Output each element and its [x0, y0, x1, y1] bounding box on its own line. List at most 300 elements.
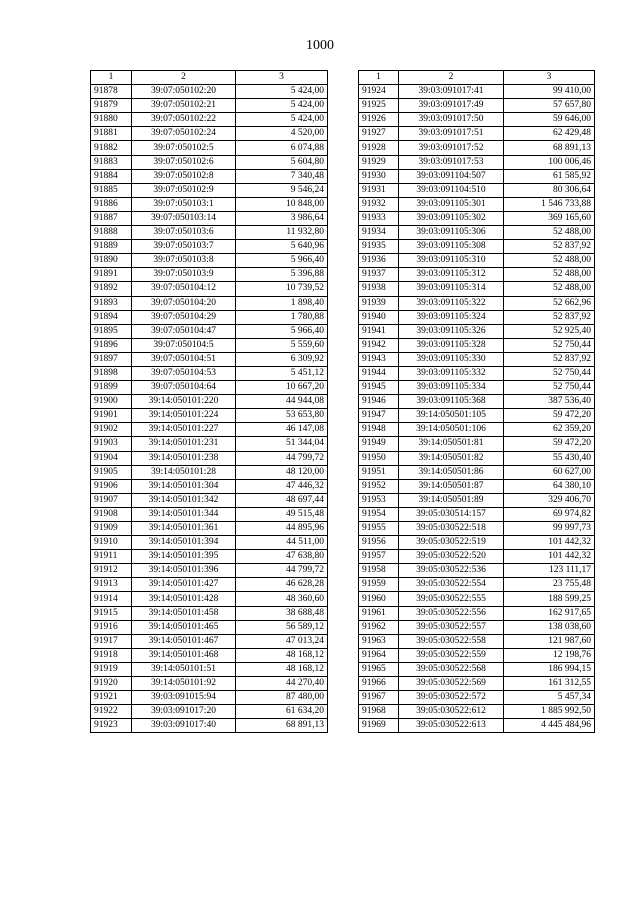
row-number-cell: 91949 — [359, 437, 399, 451]
row-number-cell: 91936 — [359, 254, 399, 268]
value-cell: 10 739,52 — [236, 282, 328, 296]
table-row — [91, 719, 328, 733]
cadastral-number-cell: 39:03:091017:52 — [399, 141, 504, 155]
table-row — [91, 366, 328, 380]
row-number-cell: 91918 — [91, 648, 132, 662]
table-row — [91, 493, 328, 507]
column-header: 3 — [236, 71, 328, 85]
cadastral-number-cell: 39:07:050104:29 — [132, 310, 236, 324]
row-number-cell: 91932 — [359, 197, 399, 211]
table-row — [91, 282, 328, 296]
value-cell: 52 925,40 — [504, 324, 595, 338]
value-cell: 47 013,24 — [236, 634, 328, 648]
value-cell: 52 750,44 — [504, 381, 595, 395]
table-row — [359, 677, 595, 691]
row-number-cell: 91959 — [359, 578, 399, 592]
value-cell: 68 891,13 — [504, 141, 595, 155]
row-number-cell: 91942 — [359, 338, 399, 352]
column-header: 1 — [359, 71, 399, 85]
table-row — [91, 409, 328, 423]
table-row — [359, 141, 595, 155]
table-row — [359, 99, 595, 113]
table-row — [91, 381, 328, 395]
row-number-cell: 91923 — [91, 719, 132, 733]
value-cell: 5 457,34 — [504, 691, 595, 705]
cadastral-number-cell: 39:14:050101:396 — [132, 564, 236, 578]
row-number-cell: 91941 — [359, 324, 399, 338]
row-number-cell: 91967 — [359, 691, 399, 705]
table-row — [359, 352, 595, 366]
row-number-cell: 91966 — [359, 677, 399, 691]
cadastral-number-cell: 39:03:091105:314 — [399, 282, 504, 296]
value-cell: 99 997,73 — [504, 522, 595, 536]
cadastral-number-cell: 39:14:050101:361 — [132, 522, 236, 536]
row-number-cell: 91928 — [359, 141, 399, 155]
value-cell: 329 406,70 — [504, 493, 595, 507]
row-number-cell: 91935 — [359, 240, 399, 254]
cadastral-number-cell: 39:07:050102:21 — [132, 99, 236, 113]
value-cell: 23 755,48 — [504, 578, 595, 592]
row-number-cell: 91904 — [91, 451, 132, 465]
cadastral-number-cell: 39:14:050101:238 — [132, 451, 236, 465]
value-cell: 52 750,44 — [504, 338, 595, 352]
table-row — [359, 634, 595, 648]
row-number-cell: 91913 — [91, 578, 132, 592]
row-number-cell: 91969 — [359, 719, 399, 733]
cadastral-number-cell: 39:05:030522:536 — [399, 564, 504, 578]
row-number-cell: 91888 — [91, 226, 132, 240]
table-row — [91, 99, 328, 113]
value-cell: 62 429,48 — [504, 127, 595, 141]
table-row — [359, 423, 595, 437]
row-number-cell: 91960 — [359, 592, 399, 606]
row-number-cell: 91945 — [359, 381, 399, 395]
row-number-cell: 91927 — [359, 127, 399, 141]
row-number-cell: 91909 — [91, 522, 132, 536]
cadastral-number-cell: 39:03:091105:310 — [399, 254, 504, 268]
cadastral-number-cell: 39:14:050501:87 — [399, 479, 504, 493]
page-number: 1000 — [306, 38, 334, 53]
value-cell: 47 638,80 — [236, 550, 328, 564]
table-header-row — [359, 71, 595, 85]
cadastral-number-cell: 39:03:091105:308 — [399, 240, 504, 254]
table-row — [359, 296, 595, 310]
value-cell: 12 198,76 — [504, 648, 595, 662]
right-data-table — [358, 70, 595, 733]
row-number-cell: 91964 — [359, 648, 399, 662]
cadastral-number-cell: 39:07:050103:8 — [132, 254, 236, 268]
table-row — [359, 592, 595, 606]
value-cell: 52 837,92 — [504, 240, 595, 254]
cadastral-number-cell: 39:14:050101:395 — [132, 550, 236, 564]
table-row — [359, 522, 595, 536]
cadastral-number-cell: 39:07:050104:5 — [132, 338, 236, 352]
table-row — [91, 226, 328, 240]
table-row — [359, 550, 595, 564]
value-cell: 59 472,20 — [504, 437, 595, 451]
table-row — [359, 113, 595, 127]
row-number-cell: 91887 — [91, 211, 132, 225]
value-cell: 5 396,88 — [236, 268, 328, 282]
cadastral-number-cell: 39:05:030522:520 — [399, 550, 504, 564]
cadastral-number-cell: 39:03:091105:322 — [399, 296, 504, 310]
row-number-cell: 91899 — [91, 381, 132, 395]
table-row — [91, 451, 328, 465]
table-row — [359, 381, 595, 395]
value-cell: 10 667,20 — [236, 381, 328, 395]
cadastral-number-cell: 39:07:050104:12 — [132, 282, 236, 296]
cadastral-number-cell: 39:14:050501:105 — [399, 409, 504, 423]
cadastral-number-cell: 39:14:050101:458 — [132, 606, 236, 620]
value-cell: 11 932,80 — [236, 226, 328, 240]
cadastral-number-cell: 39:05:030522:559 — [399, 648, 504, 662]
row-number-cell: 91907 — [91, 493, 132, 507]
row-number-cell: 91917 — [91, 634, 132, 648]
row-number-cell: 91920 — [91, 677, 132, 691]
table-row — [91, 113, 328, 127]
value-cell: 61 634,20 — [236, 705, 328, 719]
value-cell: 52 837,92 — [504, 310, 595, 324]
value-cell: 49 515,48 — [236, 507, 328, 521]
row-number-cell: 91952 — [359, 479, 399, 493]
cadastral-number-cell: 39:07:050102:24 — [132, 127, 236, 141]
value-cell: 57 657,80 — [504, 99, 595, 113]
value-cell: 101 442,32 — [504, 550, 595, 564]
table-row — [359, 395, 595, 409]
cadastral-number-cell: 39:14:050101:467 — [132, 634, 236, 648]
row-number-cell: 91963 — [359, 634, 399, 648]
cadastral-number-cell: 39:05:030514:157 — [399, 507, 504, 521]
cadastral-number-cell: 39:03:091104:510 — [399, 183, 504, 197]
value-cell: 188 599,25 — [504, 592, 595, 606]
cadastral-number-cell: 39:05:030522:569 — [399, 677, 504, 691]
row-number-cell: 91944 — [359, 366, 399, 380]
row-number-cell: 91901 — [91, 409, 132, 423]
value-cell: 53 653,80 — [236, 409, 328, 423]
cadastral-number-cell: 39:07:050103:6 — [132, 226, 236, 240]
row-number-cell: 91929 — [359, 155, 399, 169]
table-row — [91, 634, 328, 648]
cadastral-number-cell: 39:07:050102:9 — [132, 183, 236, 197]
table-row — [359, 451, 595, 465]
table-row — [91, 183, 328, 197]
table-row — [91, 324, 328, 338]
table-row — [359, 127, 595, 141]
cadastral-number-cell: 39:07:050102:6 — [132, 155, 236, 169]
table-row — [91, 705, 328, 719]
table-row — [359, 437, 595, 451]
cadastral-number-cell: 39:05:030522:558 — [399, 634, 504, 648]
row-number-cell: 91958 — [359, 564, 399, 578]
row-number-cell: 91910 — [91, 536, 132, 550]
table-row — [359, 85, 595, 99]
value-cell: 56 589,12 — [236, 620, 328, 634]
cadastral-number-cell: 39:14:050101:428 — [132, 592, 236, 606]
cadastral-number-cell: 39:07:050104:53 — [132, 366, 236, 380]
row-number-cell: 91965 — [359, 662, 399, 676]
value-cell: 48 697,44 — [236, 493, 328, 507]
row-number-cell: 91924 — [359, 85, 399, 99]
row-number-cell: 91914 — [91, 592, 132, 606]
row-number-cell: 91948 — [359, 423, 399, 437]
cadastral-number-cell: 39:14:050101:28 — [132, 465, 236, 479]
cadastral-number-cell: 39:14:050101:342 — [132, 493, 236, 507]
cadastral-number-cell: 39:03:091017:50 — [399, 113, 504, 127]
table-row — [359, 324, 595, 338]
row-number-cell: 91961 — [359, 606, 399, 620]
value-cell: 4 520,00 — [236, 127, 328, 141]
cadastral-number-cell: 39:07:050103:14 — [132, 211, 236, 225]
value-cell: 44 511,00 — [236, 536, 328, 550]
cadastral-number-cell: 39:03:091017:53 — [399, 155, 504, 169]
cadastral-number-cell: 39:14:050101:224 — [132, 409, 236, 423]
row-number-cell: 91925 — [359, 99, 399, 113]
row-number-cell: 91926 — [359, 113, 399, 127]
row-number-cell: 91915 — [91, 606, 132, 620]
value-cell: 44 799,72 — [236, 564, 328, 578]
table-row — [359, 338, 595, 352]
column-header: 2 — [399, 71, 504, 85]
value-cell: 5 966,40 — [236, 254, 328, 268]
value-cell: 46 628,28 — [236, 578, 328, 592]
value-cell: 5 424,00 — [236, 99, 328, 113]
cadastral-number-cell: 39:07:050103:1 — [132, 197, 236, 211]
table-row — [91, 211, 328, 225]
table-row — [91, 141, 328, 155]
table-row — [91, 564, 328, 578]
row-number-cell: 91905 — [91, 465, 132, 479]
table-row — [91, 197, 328, 211]
table-row — [91, 522, 328, 536]
cadastral-number-cell: 39:03:091105:312 — [399, 268, 504, 282]
cadastral-number-cell: 39:03:091017:40 — [132, 719, 236, 733]
row-number-cell: 91903 — [91, 437, 132, 451]
cadastral-number-cell: 39:07:050102:8 — [132, 169, 236, 183]
cadastral-number-cell: 39:07:050102:22 — [132, 113, 236, 127]
table-row — [91, 296, 328, 310]
row-number-cell: 91951 — [359, 465, 399, 479]
table-row — [359, 155, 595, 169]
left-data-table — [90, 70, 328, 733]
cadastral-number-cell: 39:05:030522:518 — [399, 522, 504, 536]
table-row — [91, 465, 328, 479]
cadastral-number-cell: 39:03:091017:51 — [399, 127, 504, 141]
row-number-cell: 91897 — [91, 352, 132, 366]
value-cell: 369 165,60 — [504, 211, 595, 225]
table-row — [91, 691, 328, 705]
row-number-cell: 91953 — [359, 493, 399, 507]
table-row — [91, 268, 328, 282]
cadastral-number-cell: 39:05:030522:555 — [399, 592, 504, 606]
value-cell: 162 917,65 — [504, 606, 595, 620]
table-row — [91, 507, 328, 521]
table-row — [91, 592, 328, 606]
cadastral-number-cell: 39:03:091105:332 — [399, 366, 504, 380]
row-number-cell: 91908 — [91, 507, 132, 521]
value-cell: 44 895,96 — [236, 522, 328, 536]
value-cell: 100 006,46 — [504, 155, 595, 169]
table-row — [359, 620, 595, 634]
row-number-cell: 91895 — [91, 324, 132, 338]
row-number-cell: 91954 — [359, 507, 399, 521]
value-cell: 61 585,92 — [504, 169, 595, 183]
cadastral-number-cell: 39:14:050101:231 — [132, 437, 236, 451]
value-cell: 5 604,80 — [236, 155, 328, 169]
table-row — [359, 493, 595, 507]
value-cell: 48 120,00 — [236, 465, 328, 479]
table-row — [91, 662, 328, 676]
row-number-cell: 91930 — [359, 169, 399, 183]
value-cell: 59 472,20 — [504, 409, 595, 423]
table-row — [91, 550, 328, 564]
cadastral-number-cell: 39:07:050104:51 — [132, 352, 236, 366]
table-row — [359, 366, 595, 380]
cadastral-number-cell: 39:03:091105:334 — [399, 381, 504, 395]
value-cell: 68 891,13 — [236, 719, 328, 733]
cadastral-number-cell: 39:07:050102:20 — [132, 85, 236, 99]
cadastral-number-cell: 39:14:050101:51 — [132, 662, 236, 676]
value-cell: 52 662,96 — [504, 296, 595, 310]
table-row — [91, 536, 328, 550]
value-cell: 186 994,15 — [504, 662, 595, 676]
value-cell: 1 885 992,50 — [504, 705, 595, 719]
value-cell: 138 038,60 — [504, 620, 595, 634]
table-row — [359, 465, 595, 479]
value-cell: 1 546 733,88 — [504, 197, 595, 211]
value-cell: 52 488,00 — [504, 254, 595, 268]
value-cell: 6 074,88 — [236, 141, 328, 155]
cadastral-number-cell: 39:07:050104:20 — [132, 296, 236, 310]
value-cell: 3 986,64 — [236, 211, 328, 225]
cadastral-number-cell: 39:14:050501:106 — [399, 423, 504, 437]
row-number-cell: 91968 — [359, 705, 399, 719]
row-number-cell: 91921 — [91, 691, 132, 705]
cadastral-number-cell: 39:14:050101:394 — [132, 536, 236, 550]
cadastral-number-cell: 39:05:030522:554 — [399, 578, 504, 592]
value-cell: 80 306,64 — [504, 183, 595, 197]
row-number-cell: 91922 — [91, 705, 132, 719]
table-row — [91, 677, 328, 691]
row-number-cell: 91938 — [359, 282, 399, 296]
row-number-cell: 91880 — [91, 113, 132, 127]
cadastral-number-cell: 39:03:091105:301 — [399, 197, 504, 211]
cadastral-number-cell: 39:03:091017:41 — [399, 85, 504, 99]
cadastral-number-cell: 39:07:050103:9 — [132, 268, 236, 282]
value-cell: 44 799,72 — [236, 451, 328, 465]
value-cell: 59 646,00 — [504, 113, 595, 127]
cadastral-number-cell: 39:07:050104:47 — [132, 324, 236, 338]
table-row — [359, 536, 595, 550]
table-row — [91, 155, 328, 169]
cadastral-number-cell: 39:14:050501:82 — [399, 451, 504, 465]
row-number-cell: 91933 — [359, 211, 399, 225]
cadastral-number-cell: 39:14:050101:304 — [132, 479, 236, 493]
cadastral-number-cell: 39:03:091105:368 — [399, 395, 504, 409]
table-row — [91, 395, 328, 409]
row-number-cell: 91896 — [91, 338, 132, 352]
row-number-cell: 91890 — [91, 254, 132, 268]
row-number-cell: 91898 — [91, 366, 132, 380]
value-cell: 99 410,00 — [504, 85, 595, 99]
table-row — [359, 606, 595, 620]
value-cell: 52 750,44 — [504, 366, 595, 380]
value-cell: 5 559,60 — [236, 338, 328, 352]
value-cell: 10 848,00 — [236, 197, 328, 211]
table-row — [359, 479, 595, 493]
cadastral-number-cell: 39:05:030522:612 — [399, 705, 504, 719]
value-cell: 51 344,04 — [236, 437, 328, 451]
value-cell: 1 780,88 — [236, 310, 328, 324]
table-row — [91, 578, 328, 592]
table-row — [359, 409, 595, 423]
cadastral-number-cell: 39:14:050501:86 — [399, 465, 504, 479]
value-cell: 5 966,40 — [236, 324, 328, 338]
row-number-cell: 91956 — [359, 536, 399, 550]
row-number-cell: 91939 — [359, 296, 399, 310]
value-cell: 62 359,20 — [504, 423, 595, 437]
table-row — [359, 310, 595, 324]
value-cell: 46 147,08 — [236, 423, 328, 437]
column-header: 1 — [91, 71, 132, 85]
table-row — [91, 254, 328, 268]
row-number-cell: 91882 — [91, 141, 132, 155]
cadastral-number-cell: 39:14:050101:227 — [132, 423, 236, 437]
value-cell: 7 340,48 — [236, 169, 328, 183]
row-number-cell: 91950 — [359, 451, 399, 465]
row-number-cell: 91946 — [359, 395, 399, 409]
cadastral-number-cell: 39:05:030522:572 — [399, 691, 504, 705]
value-cell: 47 446,32 — [236, 479, 328, 493]
value-cell: 4 445 484,96 — [504, 719, 595, 733]
cadastral-number-cell: 39:05:030522:557 — [399, 620, 504, 634]
table-row — [359, 183, 595, 197]
cadastral-number-cell: 39:07:050102:5 — [132, 141, 236, 155]
row-number-cell: 91886 — [91, 197, 132, 211]
row-number-cell: 91881 — [91, 127, 132, 141]
row-number-cell: 91937 — [359, 268, 399, 282]
row-number-cell: 91894 — [91, 310, 132, 324]
value-cell: 52 488,00 — [504, 268, 595, 282]
value-cell: 38 688,48 — [236, 606, 328, 620]
cadastral-number-cell: 39:03:091105:330 — [399, 352, 504, 366]
table-row — [359, 564, 595, 578]
table-row — [359, 169, 595, 183]
cadastral-number-cell: 39:14:050101:465 — [132, 620, 236, 634]
table-row — [359, 268, 595, 282]
value-cell: 48 168,12 — [236, 648, 328, 662]
row-number-cell: 91962 — [359, 620, 399, 634]
cadastral-number-cell: 39:03:091105:328 — [399, 338, 504, 352]
table-row — [91, 240, 328, 254]
value-cell: 48 360,60 — [236, 592, 328, 606]
value-cell: 5 424,00 — [236, 113, 328, 127]
row-number-cell: 91911 — [91, 550, 132, 564]
row-number-cell: 91957 — [359, 550, 399, 564]
table-row — [91, 620, 328, 634]
value-cell: 123 111,17 — [504, 564, 595, 578]
value-cell: 5 424,00 — [236, 85, 328, 99]
cadastral-number-cell: 39:14:050101:427 — [132, 578, 236, 592]
row-number-cell: 91955 — [359, 522, 399, 536]
cadastral-number-cell: 39:03:091017:20 — [132, 705, 236, 719]
value-cell: 161 312,55 — [504, 677, 595, 691]
value-cell: 48 168,12 — [236, 662, 328, 676]
row-number-cell: 91893 — [91, 296, 132, 310]
table-row — [359, 719, 595, 733]
cadastral-number-cell: 39:05:030522:519 — [399, 536, 504, 550]
cadastral-number-cell: 39:14:050101:344 — [132, 507, 236, 521]
value-cell: 101 442,32 — [504, 536, 595, 550]
